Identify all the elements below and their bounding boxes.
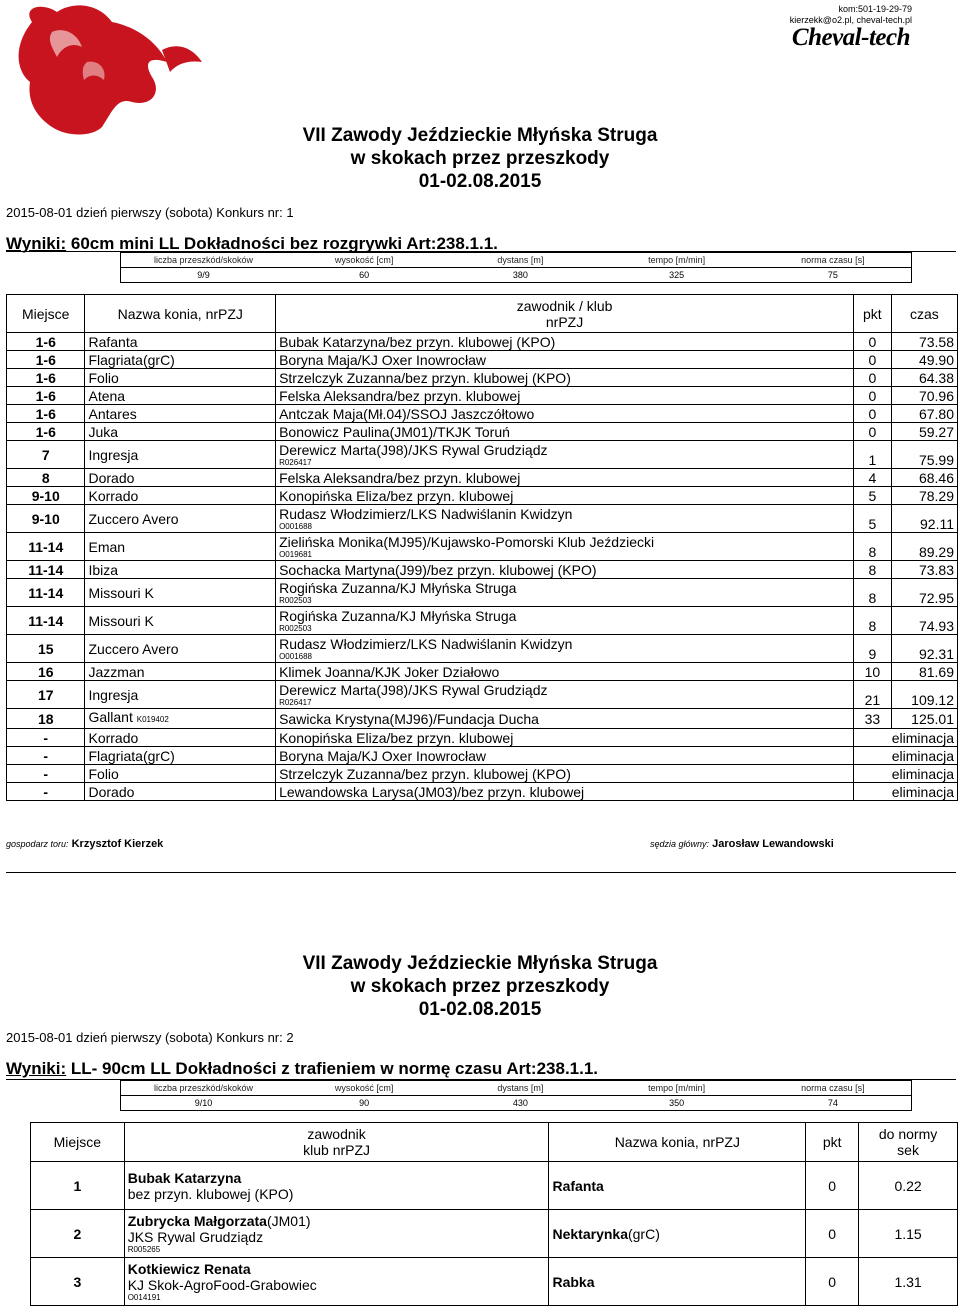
time-cell: 1.31 [859, 1258, 958, 1306]
rider-name: Zubrycka Małgorzata [127, 1213, 267, 1229]
table-row [7, 351, 958, 369]
event-subtitle: w skokach przez przeszkody [350, 148, 610, 169]
result-cell: eliminacja [854, 783, 958, 801]
event-title-2: VII Zawody Jeździeckie Młyńska Struga [302, 953, 658, 974]
rider-cell [276, 441, 854, 469]
competition2-results-table [30, 1122, 958, 1306]
table-row [7, 783, 958, 801]
place-cell: 1 [31, 1162, 125, 1210]
time-cell: 73.83 [891, 561, 957, 579]
horse-cell [85, 333, 276, 351]
place-cell: 1-6 [7, 369, 85, 387]
horse-code: K019402 [136, 715, 169, 724]
horse-name: Eman [88, 538, 126, 555]
points-cell: 33 [854, 709, 892, 729]
table-row [7, 709, 958, 729]
rider-club: Zielińska Monika(MJ95)/Kujawsko-Pomorski Klub Jeździecki [279, 534, 655, 550]
table-row [31, 1258, 958, 1306]
param-label: dystans [m] [497, 255, 544, 265]
rider-cell [124, 1210, 549, 1258]
table-row [7, 533, 958, 561]
points-cell: 0 [806, 1258, 859, 1306]
horse-cell [85, 487, 276, 505]
chief-judge-label: sędzia główny: [650, 839, 710, 849]
col-horse-header: Nazwa konia, nrPZJ [85, 295, 276, 333]
place-cell: 9-10 [7, 505, 85, 533]
rider-cell [276, 469, 854, 487]
rider-club: Konopińska Eliza/bez przyn. klubowej [279, 487, 514, 504]
table-row [7, 579, 958, 607]
rider-cell [276, 561, 854, 579]
time-header-line1: do normy [878, 1126, 938, 1142]
horse-cell [85, 423, 276, 441]
time-cell: 68.46 [891, 469, 957, 487]
horse-name: Flagriata(grC) [88, 351, 175, 368]
course-designer-name: Krzysztof Kierzek [71, 838, 164, 850]
place-cell: - [7, 747, 85, 765]
col-rider-header [276, 295, 854, 333]
table-row [7, 441, 958, 469]
horse-name: Ingresja [88, 446, 139, 463]
rider-cell: Boryna Maja/KJ Oxer Inowrocław [276, 747, 854, 765]
rider-club: Antczak Maja(Mł.04)/SSOJ Jaszczółtowo [279, 405, 535, 422]
horse-name: Nektarynka [552, 1225, 628, 1242]
contact-email: kierzekk@o2.pl, cheval-tech.pl [789, 15, 912, 25]
time-cell: 1.15 [859, 1210, 958, 1258]
rider-club: Felska Aleksandra/bez przyn. klubowej [279, 469, 521, 486]
param-value: 380 [512, 270, 528, 280]
rider-cell [276, 579, 854, 607]
table-row [7, 747, 958, 765]
place-cell: 9-10 [7, 487, 85, 505]
points-cell: 5 [854, 487, 892, 505]
time-cell: 73.58 [891, 333, 957, 351]
results-name: LL- 90cm LL Dokładności z trafieniem w normę czasu Art:238.1.1. [70, 1059, 599, 1078]
competition1-day-line: 2015-08-01 dzień pierwszy (sobota) Konkurs nr: 1 [6, 205, 294, 220]
rider-header-line1: zawodnik / klub [516, 297, 613, 314]
rider-cell [276, 533, 854, 561]
course-designer [6, 838, 163, 850]
points-cell: 8 [854, 607, 892, 635]
horse-name: Juka [88, 423, 119, 440]
horse-name: Ingresja [88, 686, 139, 703]
horse-name: Atena [88, 387, 126, 404]
horse-head-logo-icon [2, 2, 247, 137]
place-cell: 11-14 [7, 533, 85, 561]
rider-club: Felska Aleksandra/bez przyn. klubowej [279, 387, 521, 404]
rider-cell [276, 663, 854, 681]
results-label: Wyniki: [6, 234, 67, 253]
horse-name: Missouri K [88, 612, 154, 629]
results-label: Wyniki: [6, 1059, 67, 1078]
rider-code: R026417 [279, 458, 312, 467]
time-cell: 49.90 [891, 351, 957, 369]
competition1-results-table [6, 294, 958, 801]
horse-cell [85, 561, 276, 579]
place-cell: 1-6 [7, 387, 85, 405]
rider-club: Derewicz Marta(J98)/JKS Rywal Grudziądz [279, 442, 548, 458]
rider-cell [276, 333, 854, 351]
param-value: 9/10 [194, 1098, 213, 1108]
rider-name: Bubak Katarzyna [127, 1169, 242, 1186]
param-value: 74 [827, 1098, 838, 1108]
param-label: liczba przeszkód/skoków [153, 1083, 254, 1093]
result-cell: eliminacja [854, 747, 958, 765]
table-row [7, 469, 958, 487]
horse-cell [85, 505, 276, 533]
horse-cell: Korrado [85, 729, 276, 747]
time-cell: 78.29 [891, 487, 957, 505]
horse-cell [549, 1210, 806, 1258]
param-value: 90 [359, 1098, 370, 1108]
points-cell: 0 [854, 387, 892, 405]
horse-cell [85, 635, 276, 663]
horse-cell [85, 387, 276, 405]
param-label: tempo [m/min] [648, 255, 706, 265]
param-value: 60 [359, 270, 370, 280]
points-cell: 0 [854, 369, 892, 387]
competition2-results-title [6, 1059, 598, 1079]
rider-cell [276, 709, 854, 729]
col-place-header: Miejsce [31, 1123, 125, 1162]
horse-name: Gallant [88, 709, 133, 725]
horse-cell [85, 405, 276, 423]
place-cell: 1-6 [7, 351, 85, 369]
divider [6, 872, 956, 873]
rider-cell [124, 1258, 549, 1306]
horse-cell [549, 1162, 806, 1210]
results-name: 60cm mini LL Dokładności bez rozgrywki Art:238.1.1. [70, 234, 498, 253]
result-cell: eliminacja [854, 765, 958, 783]
param-label: norma czasu [s] [801, 1083, 865, 1093]
time-cell: 92.31 [891, 635, 957, 663]
horse-name: Jazzman [88, 663, 145, 680]
course-designer-label: gospodarz toru: [6, 839, 69, 849]
horse-suffix: (grC) [627, 1225, 660, 1242]
event-dates: 01-02.08.2015 [418, 171, 542, 192]
horse-cell: Dorado [85, 783, 276, 801]
points-cell: 8 [854, 579, 892, 607]
rider-cell: Konopińska Eliza/bez przyn. klubowej [276, 729, 854, 747]
time-cell: 70.96 [891, 387, 957, 405]
rider-cell [276, 635, 854, 663]
event-subtitle-2: w skokach przez przeszkody [350, 976, 610, 997]
col-horse-header: Nazwa konia, nrPZJ [549, 1123, 806, 1162]
rider-cell [124, 1162, 549, 1210]
time-cell: 72.95 [891, 579, 957, 607]
rider-line [128, 1261, 546, 1277]
col-time-header: czas [891, 295, 957, 333]
table-row [7, 405, 958, 423]
rider-club: Bonowicz Paulina(JM01)/TKJK Toruń [279, 423, 510, 440]
time-cell: 74.93 [891, 607, 957, 635]
rider-club: Sochacka Martyna(J99)/bez przyn. klubowej (KPO) [279, 561, 597, 578]
horse-name: Zuccero Avero [88, 510, 179, 527]
rider-cell [276, 505, 854, 533]
rider-club: Strzelczyk Zuzanna/bez przyn. klubowej (KPO) [279, 369, 571, 386]
time-cell: 59.27 [891, 423, 957, 441]
param-value: 75 [827, 270, 838, 280]
rider-club: KJ Skok-AgroFood-Grabowiec [127, 1277, 317, 1293]
rider-cell [276, 681, 854, 709]
time-cell: 67.80 [891, 405, 957, 423]
place-cell: 11-14 [7, 579, 85, 607]
time-cell: 92.11 [891, 505, 957, 533]
col-rider-header [124, 1123, 549, 1162]
table-row [7, 681, 958, 709]
param-value: 350 [669, 1098, 685, 1108]
param-value: 430 [512, 1098, 528, 1108]
horse-name: Missouri K [88, 584, 154, 601]
table-row [7, 729, 958, 747]
place-cell: 1-6 [7, 423, 85, 441]
rider-code: R002503 [279, 624, 312, 633]
points-cell: 8 [854, 533, 892, 561]
table-row [7, 635, 958, 663]
table-header-row [7, 295, 958, 333]
col-time-header [859, 1123, 958, 1162]
rider-club: Boryna Maja/KJ Oxer Inowrocław [279, 351, 487, 368]
points-cell: 0 [806, 1210, 859, 1258]
horse-name: Rafanta [552, 1177, 604, 1194]
rider-code: O001688 [279, 652, 312, 661]
horse-name: Dorado [88, 469, 135, 486]
points-cell: 10 [854, 663, 892, 681]
table-row [31, 1210, 958, 1258]
table-row [31, 1162, 958, 1210]
rider-club: Sawicka Krystyna(MJ96)/Fundacja Ducha [279, 710, 539, 727]
rider-cell [276, 405, 854, 423]
time-header-line2: sek [897, 1142, 919, 1158]
horse-name: Zuccero Avero [88, 640, 179, 657]
place-cell: 17 [7, 681, 85, 709]
rider-club: Rogińska Zuzanna/KJ Młyńska Struga [279, 608, 517, 624]
rider-club: Klimek Joanna/KJK Joker Działowo [279, 663, 500, 680]
rider-cell [276, 387, 854, 405]
param-label: tempo [m/min] [648, 1083, 706, 1093]
place-cell: 11-14 [7, 607, 85, 635]
rider-code: R002503 [279, 596, 312, 605]
rider-code: R005265 [127, 1245, 161, 1254]
competition2-parameters [120, 1080, 912, 1111]
points-cell: 1 [854, 441, 892, 469]
table-row [7, 487, 958, 505]
result-cell: eliminacja [854, 729, 958, 747]
rider-cell [276, 487, 854, 505]
event-dates-2: 01-02.08.2015 [418, 999, 542, 1020]
place-cell: 1-6 [7, 333, 85, 351]
param-label: liczba przeszkód/skoków [153, 255, 254, 265]
horse-cell [85, 469, 276, 487]
chief-judge [650, 838, 834, 850]
rider-line [128, 1213, 546, 1229]
points-cell: 0 [854, 333, 892, 351]
event-title: VII Zawody Jeździeckie Młyńska Struga [302, 125, 658, 146]
table-row [7, 663, 958, 681]
rider-club: Rogińska Zuzanna/KJ Młyńska Struga [279, 580, 517, 596]
place-cell: 11-14 [7, 561, 85, 579]
horse-cell [85, 369, 276, 387]
contact-info [790, 4, 912, 26]
rider-line [128, 1170, 546, 1186]
place-cell: 7 [7, 441, 85, 469]
param-label: dystans [m] [497, 1083, 544, 1093]
rider-code: O001688 [279, 522, 312, 531]
place-cell: 2 [31, 1210, 125, 1258]
horse-cell [85, 607, 276, 635]
rider-code: R026417 [279, 698, 312, 707]
rider-club: JKS Rywal Grudziądz [127, 1229, 264, 1245]
table-row [7, 505, 958, 533]
rider-club: Bubak Katarzyna/bez przyn. klubowej (KPO) [279, 333, 556, 350]
horse-cell [85, 681, 276, 709]
table-row [7, 765, 958, 783]
param-label: wysokość [cm] [334, 255, 394, 265]
table-header-row [31, 1123, 958, 1162]
competition2-day-line: 2015-08-01 dzień pierwszy (sobota) Konkurs nr: 2 [6, 1030, 294, 1045]
place-cell: - [7, 765, 85, 783]
time-cell: 64.38 [891, 369, 957, 387]
col-points-header: pkt [854, 295, 892, 333]
rider-code: O014191 [127, 1293, 161, 1302]
place-cell: 18 [7, 709, 85, 729]
rider-header-line2: klub nrPZJ [303, 1142, 371, 1158]
table-row [7, 333, 958, 351]
horse-cell [85, 533, 276, 561]
rider-cell: Lewandowska Larysa(JM03)/bez przyn. klubowej [276, 783, 854, 801]
time-cell: 125.01 [891, 709, 957, 729]
place-cell: 16 [7, 663, 85, 681]
place-cell: 1-6 [7, 405, 85, 423]
points-cell: 0 [806, 1162, 859, 1210]
rider-cell: Strzelczyk Zuzanna/bez przyn. klubowej (KPO) [276, 765, 854, 783]
horse-cell [85, 441, 276, 469]
rider-cell [276, 369, 854, 387]
horse-cell [85, 663, 276, 681]
place-cell: 15 [7, 635, 85, 663]
horse-name: Korrado [88, 487, 139, 504]
points-cell: 4 [854, 469, 892, 487]
points-cell: 0 [854, 423, 892, 441]
rider-cell [276, 351, 854, 369]
table-row [7, 561, 958, 579]
horse-name: Rabka [552, 1273, 595, 1290]
param-label: norma czasu [s] [801, 255, 865, 265]
horse-name: Antares [88, 405, 137, 422]
place-cell: - [7, 729, 85, 747]
table-row [7, 369, 958, 387]
chief-judge-name: Jarosław Lewandowski [712, 838, 834, 850]
horse-cell: Folio [85, 765, 276, 783]
brand-logo: Cheval-tech [791, 24, 910, 51]
time-cell: 109.12 [891, 681, 957, 709]
place-cell: - [7, 783, 85, 801]
points-cell: 0 [854, 351, 892, 369]
rider-cell [276, 423, 854, 441]
param-value: 325 [669, 270, 685, 280]
time-cell: 89.29 [891, 533, 957, 561]
rider-club: Rudasz Włodzimierz/LKS Nadwiślanin Kwidzyn [279, 636, 573, 652]
horse-cell [549, 1258, 806, 1306]
place-cell: 8 [7, 469, 85, 487]
rider-club: Rudasz Włodzimierz/LKS Nadwiślanin Kwidzyn [279, 506, 573, 522]
rider-header-line1: zawodnik [307, 1126, 366, 1142]
rider-club: Derewicz Marta(J98)/JKS Rywal Grudziądz [279, 682, 548, 698]
horse-name: Folio [88, 369, 119, 386]
points-cell: 21 [854, 681, 892, 709]
table-row [7, 607, 958, 635]
place-cell: 3 [31, 1258, 125, 1306]
table-row [7, 387, 958, 405]
horse-name: Rafanta [88, 333, 138, 350]
horse-cell [85, 709, 276, 729]
rider-name: Kotkiewicz Renata [127, 1261, 251, 1277]
time-cell: 0.22 [859, 1162, 958, 1210]
points-cell: 5 [854, 505, 892, 533]
horse-name: Ibiza [88, 561, 119, 578]
points-cell: 8 [854, 561, 892, 579]
points-cell: 9 [854, 635, 892, 663]
rider-header-line2: nrPZJ [545, 313, 584, 330]
rider-club: bez przyn. klubowej (KPO) [127, 1185, 294, 1202]
time-cell: 75.99 [891, 441, 957, 469]
table-row [7, 423, 958, 441]
col-place-header: Miejsce [7, 295, 85, 333]
horse-cell [85, 351, 276, 369]
contact-phone: kom:501-19-29-79 [838, 4, 912, 14]
col-points-header: pkt [806, 1123, 859, 1162]
points-cell: 0 [854, 405, 892, 423]
rider-cell [276, 607, 854, 635]
param-label: wysokość [cm] [334, 1083, 394, 1093]
rider-suffix: (JM01) [266, 1213, 311, 1229]
time-cell: 81.69 [891, 663, 957, 681]
horse-cell [85, 579, 276, 607]
competition1-parameters [120, 252, 912, 283]
horse-cell: Flagriata(grC) [85, 747, 276, 765]
rider-code: O019681 [279, 550, 312, 559]
param-value: 9/9 [197, 270, 210, 280]
